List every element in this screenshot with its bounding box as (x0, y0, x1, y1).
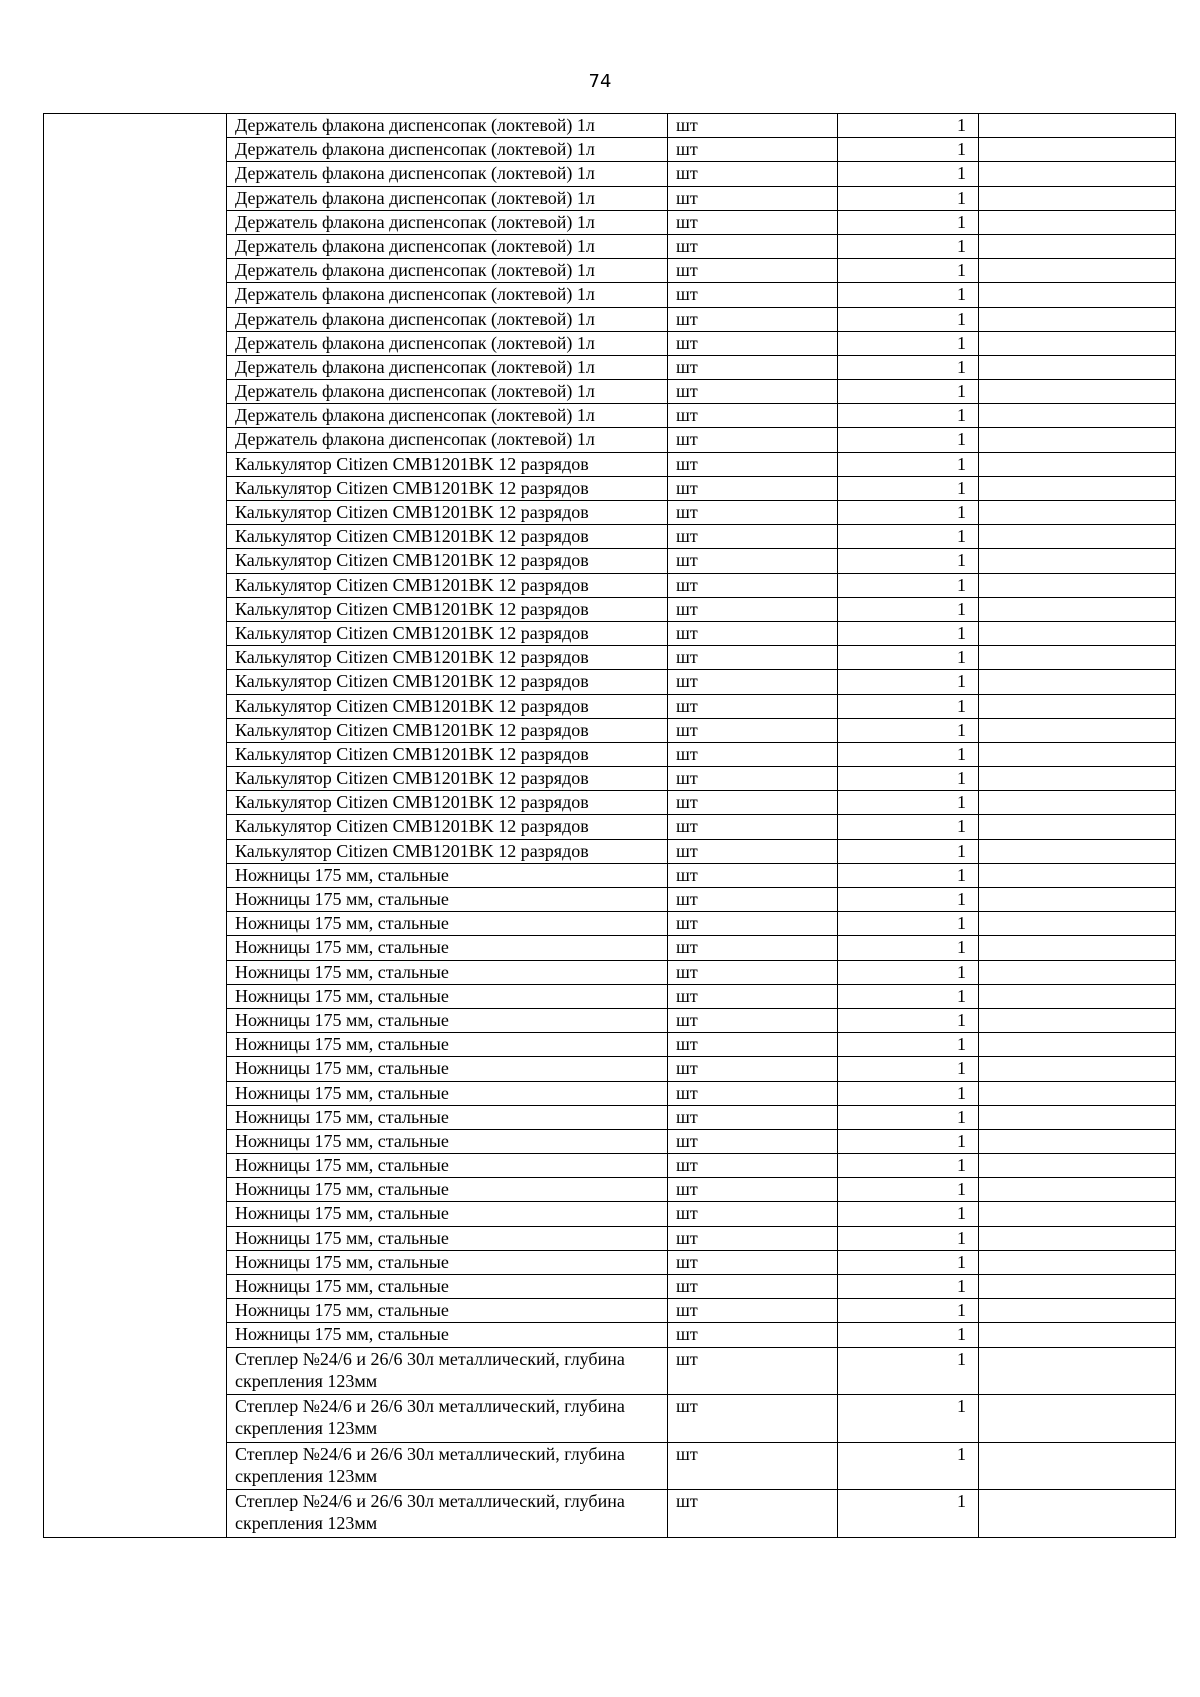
item-name-cell: Держатель флакона диспенсопак (локтевой) 1л (227, 331, 668, 355)
item-name-cell: Ножницы 175 мм, стальные (227, 1105, 668, 1129)
item-name-cell: Ножницы 175 мм, стальные (227, 1008, 668, 1032)
item-name-cell: Ножницы 175 мм, стальные (227, 863, 668, 887)
item-name-cell: Держатель флакона диспенсопак (локтевой) 1л (227, 210, 668, 234)
unit-cell: шт (668, 1008, 838, 1032)
unit-cell: шт (668, 1202, 838, 1226)
unit-cell: шт (668, 1226, 838, 1250)
empty-note-cell (979, 1202, 1176, 1226)
empty-note-cell (979, 1008, 1176, 1032)
item-name-cell: Ножницы 175 мм, стальные (227, 1323, 668, 1347)
unit-cell: шт (668, 597, 838, 621)
item-name-cell: Калькулятор Citizen CMB1201BK 12 разрядов (227, 549, 668, 573)
empty-note-cell (979, 984, 1176, 1008)
quantity-cell: 1 (838, 1202, 979, 1226)
unit-cell: шт (668, 1323, 838, 1347)
unit-cell: шт (668, 476, 838, 500)
item-name-cell: Ножницы 175 мм, стальные (227, 1154, 668, 1178)
unit-cell: шт (668, 888, 838, 912)
item-name-cell: Калькулятор Citizen CMB1201BK 12 разрядов (227, 597, 668, 621)
item-name-cell: Степлер №24/6 и 26/6 30л металлический, глубина скрепления 123мм (227, 1347, 668, 1395)
unit-cell: шт (668, 1395, 838, 1443)
quantity-cell: 1 (838, 791, 979, 815)
quantity-cell: 1 (838, 1250, 979, 1274)
quantity-cell: 1 (838, 186, 979, 210)
quantity-cell: 1 (838, 234, 979, 258)
quantity-cell: 1 (838, 355, 979, 379)
unit-cell: шт (668, 138, 838, 162)
empty-note-cell (979, 1442, 1176, 1490)
empty-note-cell (979, 549, 1176, 573)
item-name-cell: Степлер №24/6 и 26/6 30л металлический, глубина скрепления 123мм (227, 1395, 668, 1443)
empty-note-cell (979, 742, 1176, 766)
quantity-cell: 1 (838, 936, 979, 960)
quantity-cell: 1 (838, 1154, 979, 1178)
item-name-cell: Держатель флакона диспенсопак (локтевой) 1л (227, 114, 668, 138)
empty-note-cell (979, 1154, 1176, 1178)
table-row (44, 114, 1176, 138)
empty-note-cell (979, 1057, 1176, 1081)
item-name-cell: Калькулятор Citizen CMB1201BK 12 разрядов (227, 670, 668, 694)
unit-cell: шт (668, 1299, 838, 1323)
empty-note-cell (979, 960, 1176, 984)
quantity-cell: 1 (838, 767, 979, 791)
unit-cell: шт (668, 1129, 838, 1153)
item-name-cell: Ножницы 175 мм, стальные (227, 960, 668, 984)
quantity-cell: 1 (838, 162, 979, 186)
unit-cell: шт (668, 839, 838, 863)
item-name-cell: Калькулятор Citizen CMB1201BK 12 разрядов (227, 646, 668, 670)
quantity-cell: 1 (838, 1105, 979, 1129)
empty-note-cell (979, 186, 1176, 210)
empty-note-cell (979, 525, 1176, 549)
empty-note-cell (979, 718, 1176, 742)
item-name-cell: Калькулятор Citizen CMB1201BK 12 разрядов (227, 452, 668, 476)
quantity-cell: 1 (838, 549, 979, 573)
empty-note-cell (979, 380, 1176, 404)
quantity-cell: 1 (838, 452, 979, 476)
empty-note-cell (979, 936, 1176, 960)
unit-cell: шт (668, 1490, 838, 1538)
unit-cell: шт (668, 694, 838, 718)
goods-table-body (44, 114, 1176, 1538)
quantity-cell: 1 (838, 501, 979, 525)
empty-merged-cell (44, 114, 227, 1538)
empty-note-cell (979, 331, 1176, 355)
empty-note-cell (979, 621, 1176, 645)
item-name-cell: Ножницы 175 мм, стальные (227, 1178, 668, 1202)
item-name-cell: Ножницы 175 мм, стальные (227, 912, 668, 936)
unit-cell: шт (668, 1178, 838, 1202)
item-name-cell: Ножницы 175 мм, стальные (227, 888, 668, 912)
item-name-cell: Калькулятор Citizen CMB1201BK 12 разрядов (227, 694, 668, 718)
empty-note-cell (979, 1033, 1176, 1057)
empty-note-cell (979, 597, 1176, 621)
empty-note-cell (979, 162, 1176, 186)
empty-note-cell (979, 646, 1176, 670)
quantity-cell: 1 (838, 1008, 979, 1032)
unit-cell: шт (668, 767, 838, 791)
item-name-cell: Калькулятор Citizen CMB1201BK 12 разрядов (227, 839, 668, 863)
item-name-cell: Степлер №24/6 и 26/6 30л металлический, глубина скрепления 123мм (227, 1490, 668, 1538)
empty-note-cell (979, 452, 1176, 476)
empty-note-cell (979, 355, 1176, 379)
quantity-cell: 1 (838, 380, 979, 404)
unit-cell: шт (668, 162, 838, 186)
unit-cell: шт (668, 259, 838, 283)
empty-note-cell (979, 1129, 1176, 1153)
item-name-cell: Держатель флакона диспенсопак (локтевой) 1л (227, 307, 668, 331)
empty-note-cell (979, 1323, 1176, 1347)
quantity-cell: 1 (838, 839, 979, 863)
unit-cell: шт (668, 984, 838, 1008)
unit-cell: шт (668, 912, 838, 936)
quantity-cell: 1 (838, 621, 979, 645)
item-name-cell: Калькулятор Citizen CMB1201BK 12 разрядов (227, 476, 668, 500)
item-name-cell: Калькулятор Citizen CMB1201BK 12 разрядов (227, 742, 668, 766)
empty-note-cell (979, 476, 1176, 500)
quantity-cell: 1 (838, 573, 979, 597)
quantity-cell: 1 (838, 597, 979, 621)
quantity-cell: 1 (838, 1129, 979, 1153)
quantity-cell: 1 (838, 331, 979, 355)
quantity-cell: 1 (838, 283, 979, 307)
empty-note-cell (979, 210, 1176, 234)
quantity-cell: 1 (838, 1178, 979, 1202)
empty-note-cell (979, 501, 1176, 525)
item-name-cell: Калькулятор Citizen CMB1201BK 12 разрядов (227, 791, 668, 815)
quantity-cell: 1 (838, 259, 979, 283)
quantity-cell: 1 (838, 815, 979, 839)
empty-note-cell (979, 1226, 1176, 1250)
empty-note-cell (979, 815, 1176, 839)
item-name-cell: Калькулятор Citizen CMB1201BK 12 разрядов (227, 718, 668, 742)
unit-cell: шт (668, 283, 838, 307)
quantity-cell: 1 (838, 1299, 979, 1323)
empty-note-cell (979, 404, 1176, 428)
empty-note-cell (979, 912, 1176, 936)
unit-cell: шт (668, 742, 838, 766)
empty-note-cell (979, 1299, 1176, 1323)
unit-cell: шт (668, 210, 838, 234)
quantity-cell: 1 (838, 718, 979, 742)
quantity-cell: 1 (838, 1442, 979, 1490)
quantity-cell: 1 (838, 1081, 979, 1105)
unit-cell: шт (668, 501, 838, 525)
empty-note-cell (979, 694, 1176, 718)
unit-cell: шт (668, 815, 838, 839)
unit-cell: шт (668, 1250, 838, 1274)
unit-cell: шт (668, 960, 838, 984)
item-name-cell: Степлер №24/6 и 26/6 30л металлический, глубина скрепления 123мм (227, 1442, 668, 1490)
item-name-cell: Калькулятор Citizen CMB1201BK 12 разрядов (227, 815, 668, 839)
empty-note-cell (979, 234, 1176, 258)
unit-cell: шт (668, 1154, 838, 1178)
quantity-cell: 1 (838, 1275, 979, 1299)
unit-cell: шт (668, 452, 838, 476)
quantity-cell: 1 (838, 307, 979, 331)
item-name-cell: Держатель флакона диспенсопак (локтевой) 1л (227, 259, 668, 283)
quantity-cell: 1 (838, 1323, 979, 1347)
unit-cell: шт (668, 380, 838, 404)
unit-cell: шт (668, 331, 838, 355)
quantity-cell: 1 (838, 1490, 979, 1538)
unit-cell: шт (668, 1275, 838, 1299)
item-name-cell: Калькулятор Citizen CMB1201BK 12 разрядов (227, 501, 668, 525)
quantity-cell: 1 (838, 742, 979, 766)
unit-cell: шт (668, 186, 838, 210)
quantity-cell: 1 (838, 646, 979, 670)
item-name-cell: Ножницы 175 мм, стальные (227, 1250, 668, 1274)
empty-note-cell (979, 791, 1176, 815)
item-name-cell: Держатель флакона диспенсопак (локтевой) 1л (227, 404, 668, 428)
unit-cell: шт (668, 621, 838, 645)
empty-note-cell (979, 573, 1176, 597)
empty-note-cell (979, 839, 1176, 863)
item-name-cell: Ножницы 175 мм, стальные (227, 1202, 668, 1226)
unit-cell: шт (668, 1081, 838, 1105)
unit-cell: шт (668, 525, 838, 549)
empty-note-cell (979, 1105, 1176, 1129)
item-name-cell: Ножницы 175 мм, стальные (227, 1081, 668, 1105)
empty-note-cell (979, 767, 1176, 791)
quantity-cell: 1 (838, 114, 979, 138)
quantity-cell: 1 (838, 210, 979, 234)
unit-cell: шт (668, 936, 838, 960)
unit-cell: шт (668, 404, 838, 428)
quantity-cell: 1 (838, 428, 979, 452)
unit-cell: шт (668, 863, 838, 887)
item-name-cell: Ножницы 175 мм, стальные (227, 1057, 668, 1081)
unit-cell: шт (668, 791, 838, 815)
unit-cell: шт (668, 573, 838, 597)
empty-note-cell (979, 307, 1176, 331)
empty-note-cell (979, 428, 1176, 452)
empty-note-cell (979, 888, 1176, 912)
quantity-cell: 1 (838, 1057, 979, 1081)
empty-note-cell (979, 114, 1176, 138)
unit-cell: шт (668, 1347, 838, 1395)
quantity-cell: 1 (838, 694, 979, 718)
item-name-cell: Ножницы 175 мм, стальные (227, 936, 668, 960)
quantity-cell: 1 (838, 1033, 979, 1057)
item-name-cell: Ножницы 175 мм, стальные (227, 984, 668, 1008)
quantity-cell: 1 (838, 1395, 979, 1443)
empty-note-cell (979, 1395, 1176, 1443)
item-name-cell: Держатель флакона диспенсопак (локтевой) 1л (227, 355, 668, 379)
quantity-cell: 1 (838, 984, 979, 1008)
empty-note-cell (979, 1178, 1176, 1202)
unit-cell: шт (668, 1057, 838, 1081)
item-name-cell: Ножницы 175 мм, стальные (227, 1033, 668, 1057)
item-name-cell: Держатель флакона диспенсопак (локтевой) 1л (227, 283, 668, 307)
item-name-cell: Ножницы 175 мм, стальные (227, 1129, 668, 1153)
empty-note-cell (979, 670, 1176, 694)
item-name-cell: Держатель флакона диспенсопак (локтевой) 1л (227, 162, 668, 186)
empty-note-cell (979, 259, 1176, 283)
item-name-cell: Ножницы 175 мм, стальные (227, 1226, 668, 1250)
item-name-cell: Ножницы 175 мм, стальные (227, 1299, 668, 1323)
quantity-cell: 1 (838, 1347, 979, 1395)
quantity-cell: 1 (838, 404, 979, 428)
item-name-cell: Держатель флакона диспенсопак (локтевой) 1л (227, 138, 668, 162)
item-name-cell: Калькулятор Citizen CMB1201BK 12 разрядов (227, 621, 668, 645)
unit-cell: шт (668, 670, 838, 694)
empty-note-cell (979, 283, 1176, 307)
quantity-cell: 1 (838, 670, 979, 694)
empty-note-cell (979, 1490, 1176, 1538)
item-name-cell: Калькулятор Citizen CMB1201BK 12 разрядов (227, 767, 668, 791)
quantity-cell: 1 (838, 863, 979, 887)
item-name-cell: Ножницы 175 мм, стальные (227, 1275, 668, 1299)
item-name-cell: Держатель флакона диспенсопак (локтевой) 1л (227, 428, 668, 452)
item-name-cell: Калькулятор Citizen CMB1201BK 12 разрядов (227, 525, 668, 549)
unit-cell: шт (668, 234, 838, 258)
quantity-cell: 1 (838, 912, 979, 936)
page-number: 74 (588, 71, 612, 92)
unit-cell: шт (668, 428, 838, 452)
empty-note-cell (979, 1250, 1176, 1274)
unit-cell: шт (668, 355, 838, 379)
quantity-cell: 1 (838, 525, 979, 549)
empty-note-cell (979, 1275, 1176, 1299)
quantity-cell: 1 (838, 888, 979, 912)
unit-cell: шт (668, 646, 838, 670)
item-name-cell: Держатель флакона диспенсопак (локтевой) 1л (227, 380, 668, 404)
unit-cell: шт (668, 307, 838, 331)
unit-cell: шт (668, 718, 838, 742)
unit-cell: шт (668, 1442, 838, 1490)
item-name-cell: Калькулятор Citizen CMB1201BK 12 разрядов (227, 573, 668, 597)
empty-note-cell (979, 1081, 1176, 1105)
quantity-cell: 1 (838, 1226, 979, 1250)
empty-note-cell (979, 1347, 1176, 1395)
item-name-cell: Держатель флакона диспенсопак (локтевой) 1л (227, 234, 668, 258)
unit-cell: шт (668, 1033, 838, 1057)
quantity-cell: 1 (838, 138, 979, 162)
quantity-cell: 1 (838, 960, 979, 984)
empty-note-cell (979, 863, 1176, 887)
unit-cell: шт (668, 1105, 838, 1129)
quantity-cell: 1 (838, 476, 979, 500)
item-name-cell: Держатель флакона диспенсопак (локтевой) 1л (227, 186, 668, 210)
unit-cell: шт (668, 114, 838, 138)
goods-table (43, 113, 1176, 1538)
empty-note-cell (979, 138, 1176, 162)
unit-cell: шт (668, 549, 838, 573)
